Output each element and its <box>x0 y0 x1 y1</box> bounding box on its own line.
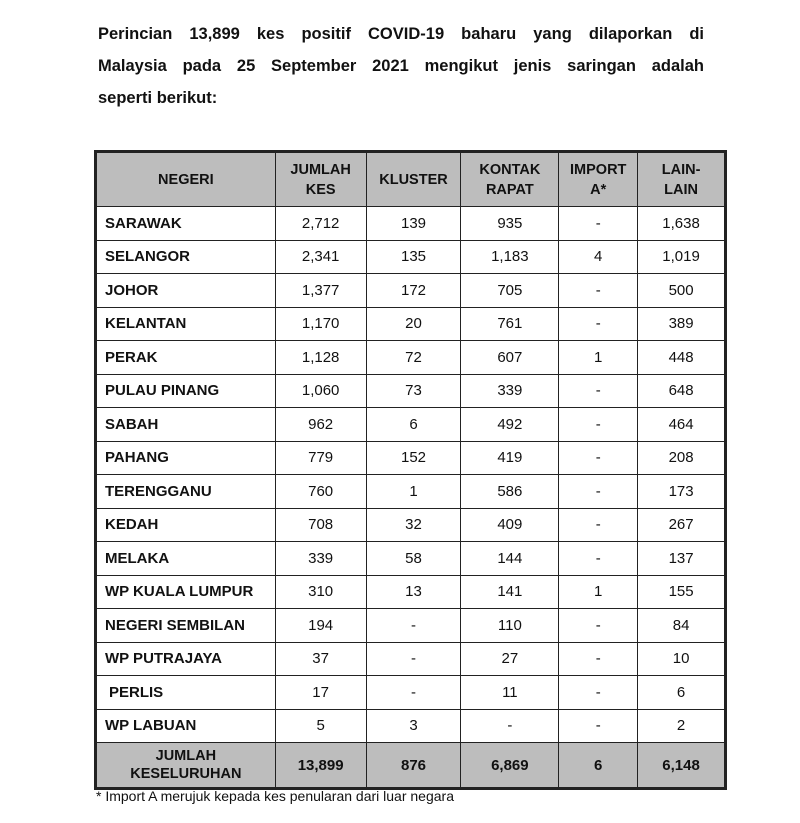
total-label <box>97 743 276 788</box>
cell-jumlah-kes: 339 <box>275 542 366 576</box>
table-row <box>97 374 725 408</box>
table-row <box>97 575 725 609</box>
cell-lain-lain: 389 <box>638 307 725 341</box>
table-row <box>97 676 725 710</box>
total-label-line: KESELURUHAN <box>130 766 242 782</box>
cell-lain-lain: 648 <box>638 374 725 408</box>
cell-kluster: 139 <box>366 207 461 241</box>
total-row <box>97 743 725 788</box>
cell-kontak-rapat: 419 <box>461 441 559 475</box>
cell-lain-lain: 500 <box>638 274 725 308</box>
cell-import-a: - <box>559 274 638 308</box>
cell-lain-lain: 448 <box>638 341 725 375</box>
cell-import-a: 1 <box>559 341 638 375</box>
table-row <box>97 207 725 241</box>
cell-import-a: - <box>559 475 638 509</box>
table-row <box>97 508 725 542</box>
header-lain-lain-line: LAIN- <box>661 161 701 178</box>
cell-import-a: - <box>559 207 638 241</box>
header-lain-lain-line: LAIN <box>664 181 698 198</box>
cell-kontak-rapat: 705 <box>461 274 559 308</box>
cell-jumlah-kes: 779 <box>275 441 366 475</box>
cell-import-a: - <box>559 609 638 643</box>
cell-kluster: 6 <box>366 408 461 442</box>
header-jumlah-kes-line: KES <box>305 181 336 198</box>
cell-state: KEDAH <box>97 508 276 542</box>
cell-kontak-rapat: 110 <box>461 609 559 643</box>
cell-kontak-rapat: 492 <box>461 408 559 442</box>
cell-state: MELAKA <box>97 542 276 576</box>
cell-lain-lain: 464 <box>638 408 725 442</box>
cell-state: WP LABUAN <box>97 709 276 743</box>
cell-import-a: - <box>559 307 638 341</box>
cell-import-a: - <box>559 408 638 442</box>
table-row <box>97 642 725 676</box>
table-row <box>97 542 725 576</box>
table-body <box>97 207 725 788</box>
cell-lain-lain: 1,019 <box>638 240 725 274</box>
cell-import-a: 4 <box>559 240 638 274</box>
cell-kluster: 1 <box>366 475 461 509</box>
cell-jumlah-kes: 310 <box>275 575 366 609</box>
cell-kluster: - <box>366 609 461 643</box>
header-jumlah-kes <box>275 153 366 207</box>
intro-paragraph <box>98 18 704 114</box>
header-import-a <box>559 153 638 207</box>
cell-kluster: 13 <box>366 575 461 609</box>
cell-import-a: 1 <box>559 575 638 609</box>
intro-line: Malaysia pada 25 September 2021 mengikut jenis saringan adalah <box>98 57 704 75</box>
cell-import-a: - <box>559 709 638 743</box>
cell-state: PAHANG <box>97 441 276 475</box>
cell-lain-lain: 6 <box>638 676 725 710</box>
cell-lain-lain: 84 <box>638 609 725 643</box>
cell-kontak-rapat: 409 <box>461 508 559 542</box>
cell-jumlah-kes: 2,712 <box>275 207 366 241</box>
cell-jumlah-kes: 17 <box>275 676 366 710</box>
total-kontak-rapat: 6,869 <box>461 743 559 788</box>
total-import-a: 6 <box>559 743 638 788</box>
cell-lain-lain: 1,638 <box>638 207 725 241</box>
cell-kluster: 58 <box>366 542 461 576</box>
cell-kluster: 3 <box>366 709 461 743</box>
cell-lain-lain: 155 <box>638 575 725 609</box>
cell-kontak-rapat: 607 <box>461 341 559 375</box>
table-row <box>97 709 725 743</box>
cell-state: PERLIS <box>97 676 276 710</box>
cell-jumlah-kes: 2,341 <box>275 240 366 274</box>
cell-kluster: 20 <box>366 307 461 341</box>
intro-line: Perincian 13,899 kes positif COVID-19 baharu yang dilaporkan di <box>98 25 704 43</box>
cell-kontak-rapat: 11 <box>461 676 559 710</box>
cell-kluster: - <box>366 676 461 710</box>
table-row <box>97 609 725 643</box>
cell-lain-lain: 267 <box>638 508 725 542</box>
cell-kontak-rapat: 761 <box>461 307 559 341</box>
table-row <box>97 341 725 375</box>
total-lain-lain: 6,148 <box>638 743 725 788</box>
table-row <box>97 240 725 274</box>
cases-table <box>96 152 725 788</box>
cell-import-a: - <box>559 508 638 542</box>
cell-kontak-rapat: 141 <box>461 575 559 609</box>
table-row <box>97 475 725 509</box>
cell-state: JOHOR <box>97 274 276 308</box>
total-label-line: JUMLAH <box>155 748 217 764</box>
cell-lain-lain: 137 <box>638 542 725 576</box>
cell-lain-lain: 10 <box>638 642 725 676</box>
header-kontak-rapat-line: RAPAT <box>485 181 534 198</box>
cell-kluster: 72 <box>366 341 461 375</box>
cell-state: WP KUALA LUMPUR <box>97 575 276 609</box>
cell-state: PERAK <box>97 341 276 375</box>
cell-import-a: - <box>559 441 638 475</box>
cell-import-a: - <box>559 542 638 576</box>
cell-jumlah-kes: 962 <box>275 408 366 442</box>
total-jumlah-kes: 13,899 <box>275 743 366 788</box>
cell-jumlah-kes: 37 <box>275 642 366 676</box>
cell-kluster: 73 <box>366 374 461 408</box>
table-row <box>97 274 725 308</box>
cell-kluster: 135 <box>366 240 461 274</box>
cell-lain-lain: 173 <box>638 475 725 509</box>
cell-kontak-rapat: 935 <box>461 207 559 241</box>
cell-kluster: 152 <box>366 441 461 475</box>
cell-kluster: - <box>366 642 461 676</box>
cell-jumlah-kes: 1,128 <box>275 341 366 375</box>
cell-kontak-rapat: 339 <box>461 374 559 408</box>
header-negeri: NEGERI <box>97 153 276 207</box>
cell-kontak-rapat: 27 <box>461 642 559 676</box>
cell-jumlah-kes: 760 <box>275 475 366 509</box>
cell-kontak-rapat: 144 <box>461 542 559 576</box>
cell-import-a: - <box>559 374 638 408</box>
cell-import-a: - <box>559 642 638 676</box>
intro-line: seperti berikut: <box>98 89 218 107</box>
header-lain-lain <box>638 153 725 207</box>
table-row <box>97 408 725 442</box>
cell-kluster: 172 <box>366 274 461 308</box>
cell-state: SABAH <box>97 408 276 442</box>
total-kluster: 876 <box>366 743 461 788</box>
cell-state: KELANTAN <box>97 307 276 341</box>
footnote: * Import A merujuk kepada kes penularan dari luar negara <box>96 788 454 804</box>
cell-state: WP PUTRAJAYA <box>97 642 276 676</box>
cell-lain-lain: 2 <box>638 709 725 743</box>
table-row <box>97 441 725 475</box>
cell-kontak-rapat: 586 <box>461 475 559 509</box>
header-kluster: KLUSTER <box>366 153 461 207</box>
header-kontak-rapat <box>461 153 559 207</box>
table-header-row <box>97 153 725 207</box>
cell-state: TERENGGANU <box>97 475 276 509</box>
cell-state: NEGERI SEMBILAN <box>97 609 276 643</box>
cell-jumlah-kes: 5 <box>275 709 366 743</box>
table-row <box>97 307 725 341</box>
cell-jumlah-kes: 194 <box>275 609 366 643</box>
header-kontak-rapat-line: KONTAK <box>479 161 541 178</box>
cell-jumlah-kes: 1,377 <box>275 274 366 308</box>
header-import-a-line: IMPORT <box>570 161 627 178</box>
cell-jumlah-kes: 1,060 <box>275 374 366 408</box>
header-import-a-line: A* <box>590 181 607 198</box>
cell-lain-lain: 208 <box>638 441 725 475</box>
cell-state: SARAWAK <box>97 207 276 241</box>
cell-jumlah-kes: 1,170 <box>275 307 366 341</box>
cell-import-a: - <box>559 676 638 710</box>
header-jumlah-kes-line: JUMLAH <box>290 161 351 178</box>
cell-state: SELANGOR <box>97 240 276 274</box>
cell-kontak-rapat: 1,183 <box>461 240 559 274</box>
cell-kontak-rapat: - <box>461 709 559 743</box>
cell-state: PULAU PINANG <box>97 374 276 408</box>
cell-kluster: 32 <box>366 508 461 542</box>
cell-jumlah-kes: 708 <box>275 508 366 542</box>
